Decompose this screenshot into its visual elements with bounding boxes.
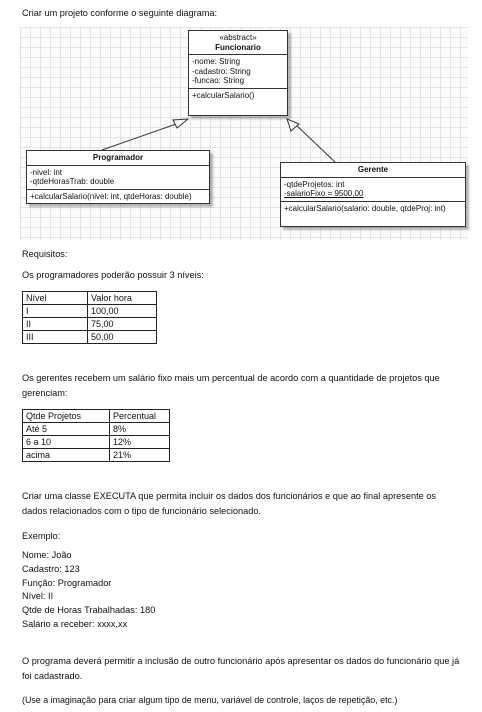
table-cell: II (23, 318, 88, 331)
table-cell: I (23, 305, 88, 318)
table-row (23, 449, 170, 462)
programador-name: Programador (27, 151, 209, 166)
programador-attr-nivel: -nivel: int (30, 167, 63, 177)
table-row (23, 318, 157, 331)
gerente-methods (281, 202, 465, 226)
table-cell: acima (23, 449, 110, 462)
exemplo-line-horas: Qtde de Horas Trabalhadas: 180 (22, 605, 156, 616)
table-row (23, 423, 170, 436)
percentual-table (22, 409, 170, 462)
table-cell: 50,00 (88, 331, 157, 344)
table-header-cell: Valor hora (88, 292, 157, 305)
inheritance-line-gerente (294, 123, 335, 162)
final-note: (Use a imaginação para criar algum tipo de menu, variável de controle, laços de repetição, etc.) (22, 695, 398, 705)
funcionario-attr-cadastro: -cadastro: String (192, 66, 251, 76)
executa-text: Criar uma classe EXECUTA que permita incluir os dados dos funcionários e que ao final apresente os dados relacionados com o tipo de funcionário selecionado. (22, 491, 436, 516)
funcionario-attributes (189, 55, 287, 89)
gerente-name: Gerente (281, 163, 465, 178)
table-cell: 21% (110, 449, 170, 462)
table-cell: 75,00 (88, 318, 157, 331)
table-cell: Até 5 (23, 423, 110, 436)
table-cell: 6 a 10 (23, 436, 110, 449)
exemplo-line-nivel: Nível: II (22, 591, 54, 602)
funcionario-stereotype: «abstract» (219, 33, 257, 42)
table-cell: 12% (110, 436, 170, 449)
programador-attr-qtdehoras: -qtdeHorasTrab: double (30, 177, 115, 186)
table-row (23, 436, 170, 449)
exemplo-label: Exemplo: (22, 531, 61, 541)
table-cell: 100,00 (88, 305, 157, 318)
inheritance-arrowhead-programador (173, 119, 188, 128)
intro-text: Criar um projeto conforme o seguinte diagrama: (22, 8, 218, 18)
table-row (23, 305, 157, 318)
class-gerente (280, 162, 466, 227)
table-header-cell: Qtde Projetos (23, 410, 110, 423)
programadores-text: Os programadores poderão possuir 3 níveis: (22, 270, 204, 280)
gerente-attributes (281, 178, 465, 202)
table-cell: 8% (110, 423, 170, 436)
exemplo-line-salario: Salário a receber: xxxx,xx (22, 618, 128, 629)
exemplo-block (22, 549, 155, 632)
funcionario-attr-funcao: -funcao: String (192, 76, 245, 85)
funcionario-attr-nome: -nome: String (192, 57, 241, 66)
inheritance-arrowhead-gerente (287, 119, 299, 131)
gerentes-text: Os gerentes recebem um salário fixo mais um percentual de acordo com a quantidade de projetos que gerenciam: (22, 373, 440, 398)
requisitos-label: Requisitos: (22, 249, 68, 259)
inheritance-line-programador (102, 123, 179, 150)
table-cell: III (23, 331, 88, 344)
programador-method-calcular: +calcularSalario(nivel: int, qtdeHoras: double) (30, 191, 192, 201)
class-programador (26, 150, 210, 204)
exemplo-line-cadastro: Cadastro: 123 (22, 563, 80, 574)
programa-text: O programa deverá permitir a inclusão de outro funcionário após apresentar os dados do funcionário que já foi cadastrado. (22, 656, 460, 681)
funcionario-method-calcular: +calcularSalario() (192, 90, 255, 100)
table-header-cell: Nível (23, 292, 88, 305)
funcionario-name: Funcionario (215, 42, 261, 52)
exemplo-line-nome: Nome: João (22, 550, 72, 560)
table-header-row (23, 410, 170, 423)
gerente-attr-qtdeprojetos: -qtdeProjetos: int (284, 179, 345, 189)
funcionario-methods (189, 89, 287, 115)
table-row (23, 331, 157, 344)
gerente-attr-salariofixo: -salarioFixo = 9500,00 (284, 189, 364, 198)
table-header-cell: Percentual (110, 410, 170, 423)
exemplo-line-funcao: Função: Programador (22, 577, 112, 588)
programador-attributes (27, 166, 209, 190)
gerente-method-calcular: +calcularSalario(salario: double, qtdeProj: int) (284, 203, 446, 213)
class-funcionario (188, 30, 288, 116)
niveis-table (22, 291, 157, 344)
table-header-row (23, 292, 157, 305)
uml-diagram (20, 27, 468, 240)
programador-methods (27, 190, 209, 204)
